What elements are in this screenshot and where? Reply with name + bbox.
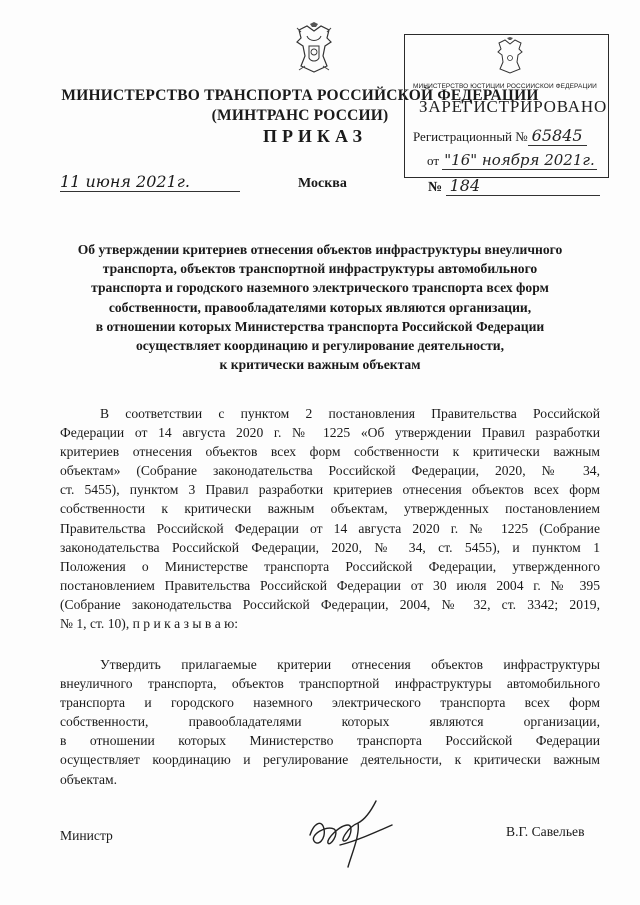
paragraph-line: ст. 5455), пунктом 3 Правил разработки критериев отнесения объектов всех форм — [60, 482, 600, 498]
order-city: Москва — [298, 176, 347, 191]
ministry-short-name: (МИНТРАНС РОССИИ) — [211, 107, 389, 124]
regnum-value: 65845 — [528, 126, 587, 146]
paragraph-line: критериев отнесения объектов всех форм собственности к критически важным — [60, 444, 600, 460]
subject-line: собственности, правообладателями которых являются организации, — [108, 299, 532, 315]
paragraph-line: транспорта и городского наземного электрического транспорта всех форм — [60, 695, 600, 711]
order-title: ПРИКАЗ — [262, 126, 368, 146]
signatory-name: В.Г. Савельев — [506, 824, 585, 839]
paragraph-line: Утвердить прилагаемые критерии отнесения объектов инфраструктуры — [100, 657, 600, 672]
paragraph-line: объектам. — [60, 771, 118, 787]
paragraph-line: В соответствии с пунктом 2 постановления Правительства Российской — [100, 406, 600, 421]
preamble-paragraph — [60, 404, 600, 633]
paragraph-line: Правительства Российской Федерации от 14 августа 2020 г. № 1225 (Собрание — [60, 520, 600, 536]
paragraph-line: (Собрание законодательства Российской Федерации, 2004, № 32, ст. 3342; 2019, — [60, 596, 600, 612]
stamp-registration-number — [413, 126, 587, 145]
ministry-name: МИНИСТЕРСТВО ТРАНСПОРТА РОССИЙСКОЙ ФЕДЕРАЦИИ — [61, 87, 539, 104]
stamp-organization: МИНИСТЕРСТВО ЮСТИЦИИ РОССИЙСКОЙ ФЕДЕРАЦИИ — [413, 83, 597, 90]
paragraph-line: собственности, правообладателями которых являются организации, — [60, 714, 600, 730]
order-subject — [50, 240, 590, 374]
stamp-registered-label: ЗАРЕГИСТРИРОВАНО — [419, 97, 608, 116]
paragraph-line: внеуличного транспорта, объектов транспортной инфраструктуры автомобильного — [60, 676, 600, 692]
paragraph-line: собственности к критически важным объектам, утвержденных постановлением — [60, 501, 600, 517]
subject-line: транспорта и городского наземного электрического транспорта всех форм — [91, 280, 549, 296]
subject-line: транспорта, объектов транспортной инфраструктуры автомобильного — [102, 261, 538, 277]
signatory-title: Министр — [60, 828, 113, 843]
subject-line: в отношении которых Министерства транспорта Российской Федерации — [95, 318, 545, 334]
registration-stamp — [404, 34, 609, 178]
paragraph-line: осуществляет координацию и регулирование деятельности, к критически важным — [60, 752, 600, 768]
subject-line: к критически важным объектам — [219, 357, 421, 373]
paragraph-line: Федерации от 14 августа 2020 г. № 1225 «Об утверждении Правил разработки — [60, 425, 600, 441]
order-number-label: № — [428, 180, 443, 195]
stamp-date — [427, 151, 597, 169]
paragraph-line: объектам» (Собрание законодательства Российской Федерации, 2020, № 34, — [60, 463, 600, 479]
order-info-line — [60, 172, 600, 198]
stamp-date-label: от — [427, 153, 440, 168]
subject-line: осуществляет координацию и регулирование деятельности, — [135, 338, 505, 354]
paragraph-line: постановлением Правительства Российской Федерации от 30 июля 2004 г. № 395 — [60, 577, 600, 593]
paragraph-line: Положения о Министерстве транспорта Российской Федерации, утвержденного — [60, 558, 600, 574]
stamp-date-value: "16" ноября 2021г. — [444, 151, 595, 169]
handwritten-signature — [300, 795, 410, 870]
stamp-emblem-icon — [495, 37, 525, 75]
paragraph-line: законодательства Российской Федерации, 2020, № 34, ст. 5455), и пунктом 1 — [60, 539, 600, 555]
paragraph-line: в отношении которых Министерство транспорта Российской Федерации — [60, 733, 600, 749]
order-number-value: 184 — [446, 176, 600, 196]
regnum-label: Регистрационный № — [413, 129, 528, 144]
paragraph-line: № 1, ст. 10), п р и к а з ы в а ю: — [60, 616, 239, 632]
coat-of-arms-icon — [293, 22, 335, 74]
order-number — [428, 176, 600, 196]
operative-paragraph — [60, 655, 600, 789]
subject-line: Об утверждении критериев отнесения объектов инфраструктуры внеуличного — [77, 242, 563, 257]
order-date: 11 июня 2021г. — [60, 172, 240, 192]
